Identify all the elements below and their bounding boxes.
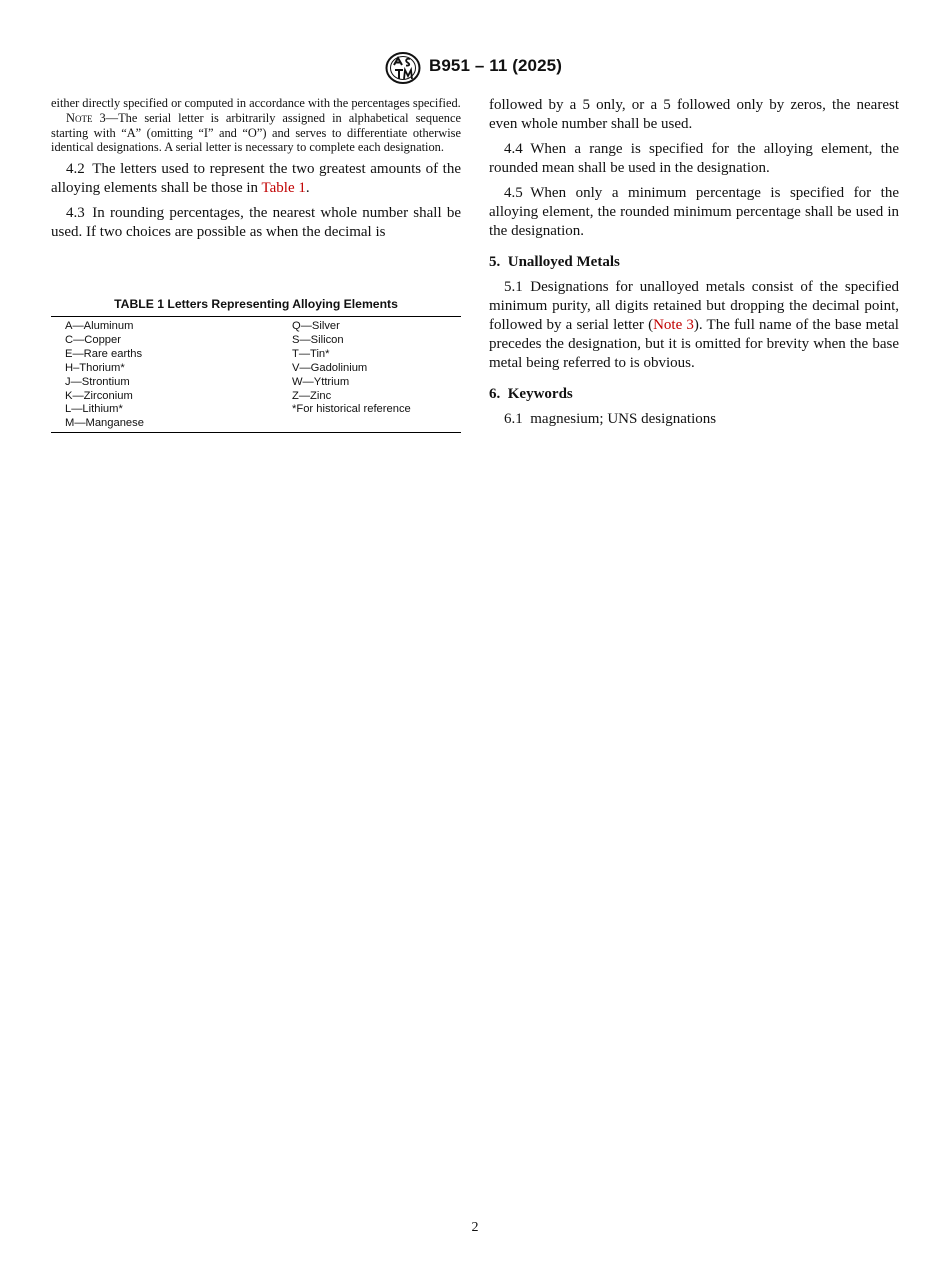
table-entry: M—Manganese [65, 417, 144, 430]
note-label: Note [66, 110, 93, 125]
table-entry: A—Aluminum [65, 320, 134, 332]
table-entry: S—Silicon [292, 333, 344, 346]
paragraph-4-3-continued: followed by a 5 only, or a 5 followed only by zeros, the nearest even whole number shall be used. [489, 97, 899, 132]
table-entry: T—Tin* [292, 347, 330, 360]
table-entry: *For historical reference [292, 403, 411, 416]
paragraph-4-5: 4.5 When only a minimum percentage is specified for the alloying element, the rounded minimum percentage shall be used in the designation. [489, 185, 899, 239]
left-column [51, 96, 461, 242]
letter-table-body [51, 317, 461, 432]
paragraph-6-1: 6.1 magnesium; UNS designations [504, 411, 717, 427]
note-text: —The serial letter is arbitrarily assigned in alphabetical sequence starting with “A” (omitting “I” and “O”) and serves to differentiate otherwise identical designations. A serial letter is necessary to complete each designation. [51, 110, 462, 155]
page-number: 2 [471, 1220, 479, 1235]
paragraph-4-2-text: 4.2 The letters used to represent the two greatest amounts of the alloying elements shall be those in [51, 161, 461, 197]
table-entry: Q—Silver [292, 320, 340, 332]
paragraph-4-4: 4.4 When a range is specified for the alloying element, the rounded mean shall be used in the designation. [489, 141, 899, 176]
table-entry: L—Lithium* [65, 403, 123, 416]
note-number: 3 [99, 110, 106, 125]
page-header [0, 52, 950, 84]
table-entry: Z—Zinc [292, 389, 332, 402]
table-entry: W—Yttrium [292, 375, 350, 388]
table-entry: C—Copper [65, 333, 121, 346]
note-3-link[interactable]: Note 3 [653, 317, 694, 333]
right-column [489, 96, 899, 429]
intro-text: either directly specified or computed in accordance with the percentages specified. [51, 96, 461, 110]
table-entry: E—Rare earths [65, 347, 143, 360]
paragraph-4-3: 4.3 In rounding percentages, the nearest whole number shall be used. If two choices are possible as when the decimal is [51, 205, 461, 241]
table-entry: J—Strontium [65, 375, 130, 388]
paragraph-5-1 [489, 278, 899, 373]
table-1-link[interactable]: Table 1 [261, 180, 306, 197]
note-3 [51, 111, 461, 155]
table-column-left [51, 320, 292, 431]
section-5-heading: 5. Unalloyed Metals [489, 254, 620, 270]
table-entry: H–Thorium* [65, 361, 125, 374]
table-entry: V—Gadolinium [292, 361, 368, 374]
paragraph-5-1-end: ). The full name of the base metal precedes the designation, but it is omitted for brevity when the base metal being referred to is obvious. [489, 317, 899, 371]
table-column-right [292, 320, 461, 431]
table-entry: K—Zirconium [65, 389, 133, 402]
table-1 [51, 296, 461, 433]
table-title: TABLE 1 Letters Representing Alloying Elements [114, 297, 398, 311]
section-6-heading: 6. Keywords [489, 386, 573, 402]
document-designation: B951 – 11 (2025) [429, 56, 562, 75]
paragraph-5-1-text: 5.1 Designations for unalloyed metals consist of the specified minimum purity, all digits retained but dropping the decimal point, followed by a serial letter ( [489, 279, 899, 333]
astm-logo-icon [385, 52, 421, 84]
paragraph-4-2-end: . [305, 180, 310, 197]
table-rule-bottom [51, 432, 461, 433]
paragraph-4-2 [51, 160, 461, 198]
